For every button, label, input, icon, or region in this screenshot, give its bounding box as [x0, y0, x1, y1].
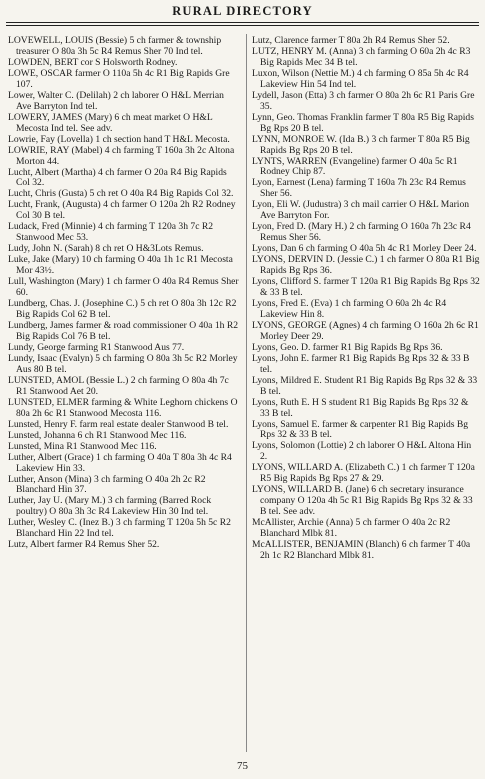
directory-entry: Luther, Jay U. (Mary M.) 3 ch farming (Barred Rock poultry) O 80a 3h 3c R4 Lakeview Hin 30 Ind tel. [8, 495, 212, 518]
directory-entry: LYONS, DERVIN D. (Jessie C.) 1 ch farmer O 80a R1 Big Rapids Bg Rps 36. [252, 254, 480, 277]
directory-entry: LUTZ, HENRY M. (Anna) 3 ch farming O 60a 2h 4c R3 Big Rapids Mec 34 B tel. [252, 46, 471, 68]
directory-entry: Lucht, Albert (Martha) 4 ch farmer O 20a R4 Big Rapids Col 32. [8, 166, 227, 189]
directory-entry: Lyons, Samuel E. farmer & carpenter R1 Big Rapids Bg Rps 32 & 33 B tel. [252, 418, 469, 441]
directory-entry: Ludack, Fred (Minnie) 4 ch farming T 120a 3h 7c R2 Stanwood Mec 53. [8, 221, 214, 244]
directory-entry: Lundy, George farming R1 Stanwood Aus 77. [8, 341, 185, 353]
directory-entry: Lyons, Solomon (Lottie) 2 ch laborer O H&L Altona Hin 2. [252, 440, 472, 463]
directory-entry: Lunsted, Mina R1 Stanwood Mec 116. [8, 440, 157, 452]
header-rule-secondary [6, 25, 479, 26]
directory-entry: Lunsted, Henry F. farm real estate dealer Stanwood B tel. [8, 418, 229, 430]
directory-entry: Lydell, Jason (Etta) 3 ch farmer O 80a 2h 6c R1 Paris Gre 35. [252, 89, 475, 112]
page-header: RURAL DIRECTORY [172, 4, 313, 18]
directory-entry: Lyons, Fred E. (Eva) 1 ch farming O 60a 2h 4c R4 Lakeview Hin 8. [252, 297, 447, 320]
directory-entry: LUNSTED, AMOL (Bessie L.) 2 ch farming O 80a 4h 7c R1 Stanwood Aet 20. [8, 374, 229, 397]
column-divider [246, 34, 247, 752]
directory-entry: McALLISTER, BENJAMIN (Blanch) 6 ch farmer T 40a 2h 1c R2 Blanchard Mlbk 81. [252, 538, 471, 561]
directory-entry: Lyons, Mildred E. Student R1 Big Rapids Bg Rps 32 & 33 B tel. [252, 374, 478, 397]
directory-entry: LYNN, MONROE W. (Ida B.) 3 ch farmer T 80a R5 Big Rapids Bg Rps 20 B tel. [252, 133, 470, 156]
directory-entry: LOVEWELL, LOUIS (Bessie) 5 ch farmer & township treasurer O 80a 3h 5c R4 Remus Sher 70 Ind tel. [8, 35, 222, 57]
directory-entry: Lyon, Eli W. (Judustra) 3 ch mail carrier O H&L Marion Ave Barryton For. [252, 199, 470, 222]
directory-entry: Lundberg, James farmer & road commissioner O 40a 1h R2 Big Rapids Col 76 B tel. [8, 319, 239, 342]
directory-entry: Luther, Wesley C. (Inez B.) 3 ch farming T 120a 5h 5c R2 Blanchard Hin 22 Ind tel. [8, 517, 231, 540]
directory-entry: Lundy, Isaac (Evalyn) 5 ch farming O 80a 3h 5c R2 Morley Aus 80 B tel. [8, 352, 238, 375]
directory-entry: Luther, Albert (Grace) 1 ch farming O 40a T 80a 3h 4c R4 Lakeview Hin 33. [8, 451, 232, 474]
directory-entry: LYONS, GEORGE (Agnes) 4 ch farming O 160a 2h 6c R1 Morley Deer 29. [252, 319, 479, 342]
directory-entry: Lyon, Earnest (Lena) farming T 160a 7h 23c R4 Remus Sher 56. [252, 177, 466, 200]
directory-entry: McAllister, Archie (Anna) 5 ch farmer O 40a 2c R2 Blanchard Mlbk 81. [252, 517, 451, 539]
directory-entry: Lunsted, Johanna 6 ch R1 Stanwood Mec 116. [8, 429, 187, 441]
directory-entry: Lucht, Chris (Gusta) 5 ch ret O 40a R4 Big Rapids Col 32. [8, 188, 234, 200]
directory-entry: Luke, Jake (Mary) 10 ch farming O 40a 1h 1c R1 Mecosta Mor 43½. [8, 254, 233, 277]
directory-entry: Lyons, Geo. D. farmer R1 Big Rapids Bg Rps 36. [252, 341, 443, 353]
directory-entry: LYNTS, WARREN (Evangeline) farmer O 40a 5c R1 Rodney Chip 87. [252, 155, 458, 178]
directory-entry: Luther, Anson (Mina) 3 ch farming O 40a 2h 2c R2 Blanchard Hin 37. [8, 473, 206, 496]
directory-entry: Lundberg, Chas. J. (Josephine C.) 5 ch ret O 80a 3h 12c R2 Big Rapids Col 62 B tel. [8, 298, 237, 320]
directory-entry: Lyon, Fred D. (Mary H.) 2 ch farming O 160a 7h 23c R4 Remus Sher 56. [252, 221, 471, 244]
directory-entry: Lyons, Clifford S. farmer T 120a R1 Big Rapids Bg Rps 32 & 33 B tel. [252, 276, 480, 298]
directory-entry: LOWERY, JAMES (Mary) 6 ch meat market O H&L Mecosta Ind tel. See adv. [8, 111, 213, 134]
directory-entry: Lynn, Geo. Thomas Franklin farmer T 80a R5 Big Rapids Bg Rps 20 B tel. [252, 111, 474, 134]
directory-entry: Lyons, Dan 6 ch farming O 40a 5h 4c R1 Morley Deer 24. [252, 243, 477, 255]
directory-entry: Lowrie, Fay (Lovella) 1 ch section hand T H&L Mecosta. [8, 133, 230, 145]
directory-entry: LUNSTED, ELMER farming & White Leghorn chickens O 80a 2h 6c R1 Stanwood Mecosta 116. [8, 396, 238, 419]
directory-entry: Lutz, Albert farmer R4 Remus Sher 52. [8, 539, 160, 551]
directory-entry: Lutz, Clarence farmer T 80a 2h R4 Remus Sher 52. [252, 35, 450, 46]
directory-entry: LOWE, OSCAR farmer O 110a 5h 4c R1 Big Rapids Gre 107. [8, 67, 230, 90]
page-number: 75 [237, 760, 248, 772]
directory-entry: LYONS, WILLARD B. (Jane) 6 ch secretary insurance company O 120a 4h 5c R1 Big Rapids Bg Rps 32 & 33 B tel. See adv. [252, 484, 473, 518]
directory-entry: Lower, Walter C. (Delilah) 2 ch laborer O H&L Merrian Ave Barryton Ind tel. [8, 89, 224, 112]
directory-entry: Lyons, John E. farmer R1 Big Rapids Bg Rps 32 & 33 B tel. [252, 352, 470, 375]
left-column [8, 36, 240, 551]
header-rule [6, 22, 479, 23]
directory-entry: Ludy, John N. (Sarah) 8 ch ret O H&3Lots Remus. [8, 243, 204, 255]
directory-entry: Lucht, Frank, (Augusta) 4 ch farmer O 120a 2h R2 Rodney Col 30 B tel. [8, 199, 236, 222]
directory-entry: Lyons, Ruth E. H S student R1 Big Rapids Bg Rps 32 & 33 B tel. [252, 396, 469, 419]
directory-entry: Lull, Washington (Mary) 1 ch farmer O 40a R4 Remus Sher 60. [8, 276, 239, 299]
right-column [252, 36, 480, 562]
directory-entry: LOWDEN, BERT cor S Holsworth Rodney. [8, 56, 178, 68]
directory-entry: Luxon, Wilson (Nettie M.) 4 ch farming O 85a 5h 4c R4 Lakeview Hin 54 Ind tel. [252, 67, 469, 90]
directory-entry: LYONS, WILLARD A. (Elizabeth C.) 1 ch farmer T 120a R5 Big Rapids Bg Rps 27 & 29. [252, 462, 475, 485]
directory-entry: LOWRIE, RAY (Mabel) 4 ch farming T 160a 3h 2c Altona Morton 44. [8, 144, 235, 167]
